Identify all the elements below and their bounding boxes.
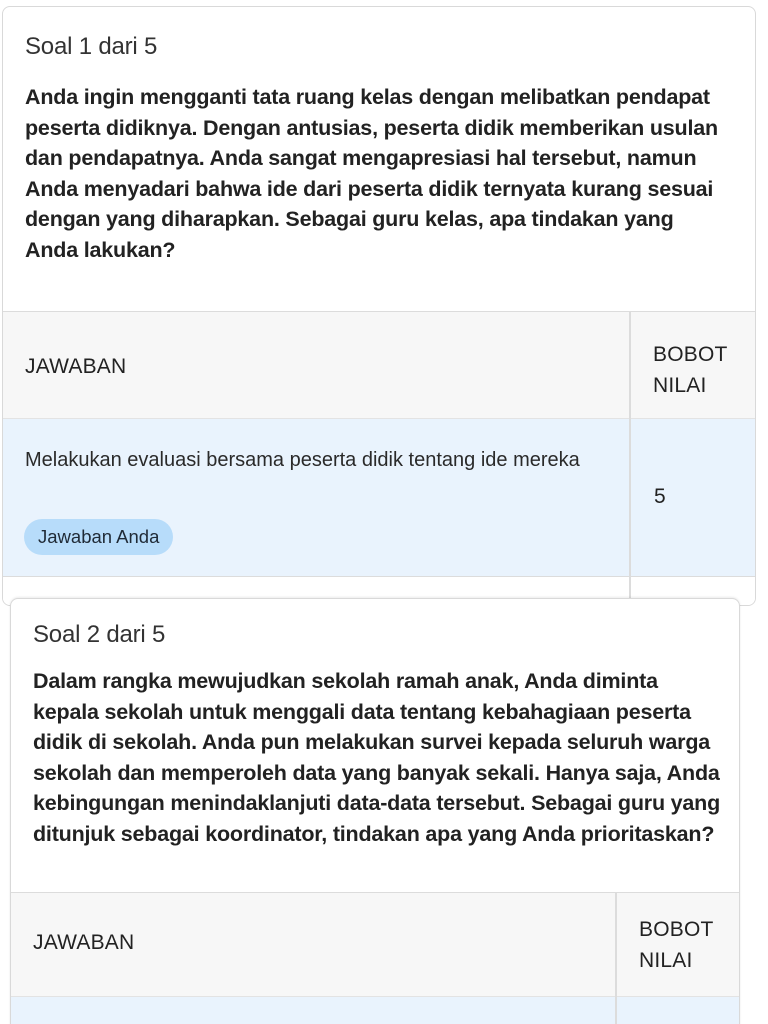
table-header [3,312,755,419]
question-text: Dalam rangka mewujudkan sekolah ramah anak, Anda diminta kepala sekolah untuk menggali data tentang kebahagiaan peserta didik di sekolah. Anda pun melakukan survei kepada seluruh warga sekolah dan memperoleh data yang banyak sekali. Hanya saja, Anda kebingungan menindaklanjuti data-data tersebut. Sebagai guru yang ditunjuk sebagai koordinator, tindakan apa yang Anda prioritaskan? [33,669,721,846]
column-divider [629,312,631,606]
question-number: Soal 1 dari 5 [25,33,158,60]
header-bobot: BOBOT [639,918,714,941]
question-card-2 [10,598,740,1024]
header-jawaban: JAWABAN [33,931,135,954]
header-nilai: NILAI [653,374,707,397]
table-row [3,419,755,577]
header-jawaban: JAWABAN [25,355,127,378]
question-number: Soal 2 dari 5 [33,621,166,648]
your-answer-badge: Jawaban Anda [24,519,173,555]
answer-text: Melakukan evaluasi bersama peserta didik tentang ide mereka [25,449,580,471]
answer-score: 5 [654,485,666,508]
header-nilai: NILAI [639,949,693,972]
answer-table [11,892,739,1024]
column-divider [615,893,617,1024]
question-text: Anda ingin mengganti tata ruang kelas dengan melibatkan pendapat peserta didiknya. Dengan antusias, peserta didik memberikan usulan dan pendapatnya. Anda sangat mengapresiasi hal tersebut, namun Anda menyadari bahwa ide dari peserta didik ternyata kurang sesuai dengan yang diharapkan. Sebagai guru kelas, apa tindakan yang Anda lakukan? [25,85,718,262]
header-bobot-nilai [653,339,728,401]
header-bobot: BOBOT [653,343,728,366]
answer-table [3,311,755,606]
table-row [11,997,739,1024]
table-header [11,893,739,997]
header-bobot-nilai [639,914,714,976]
question-card-1 [2,6,756,606]
